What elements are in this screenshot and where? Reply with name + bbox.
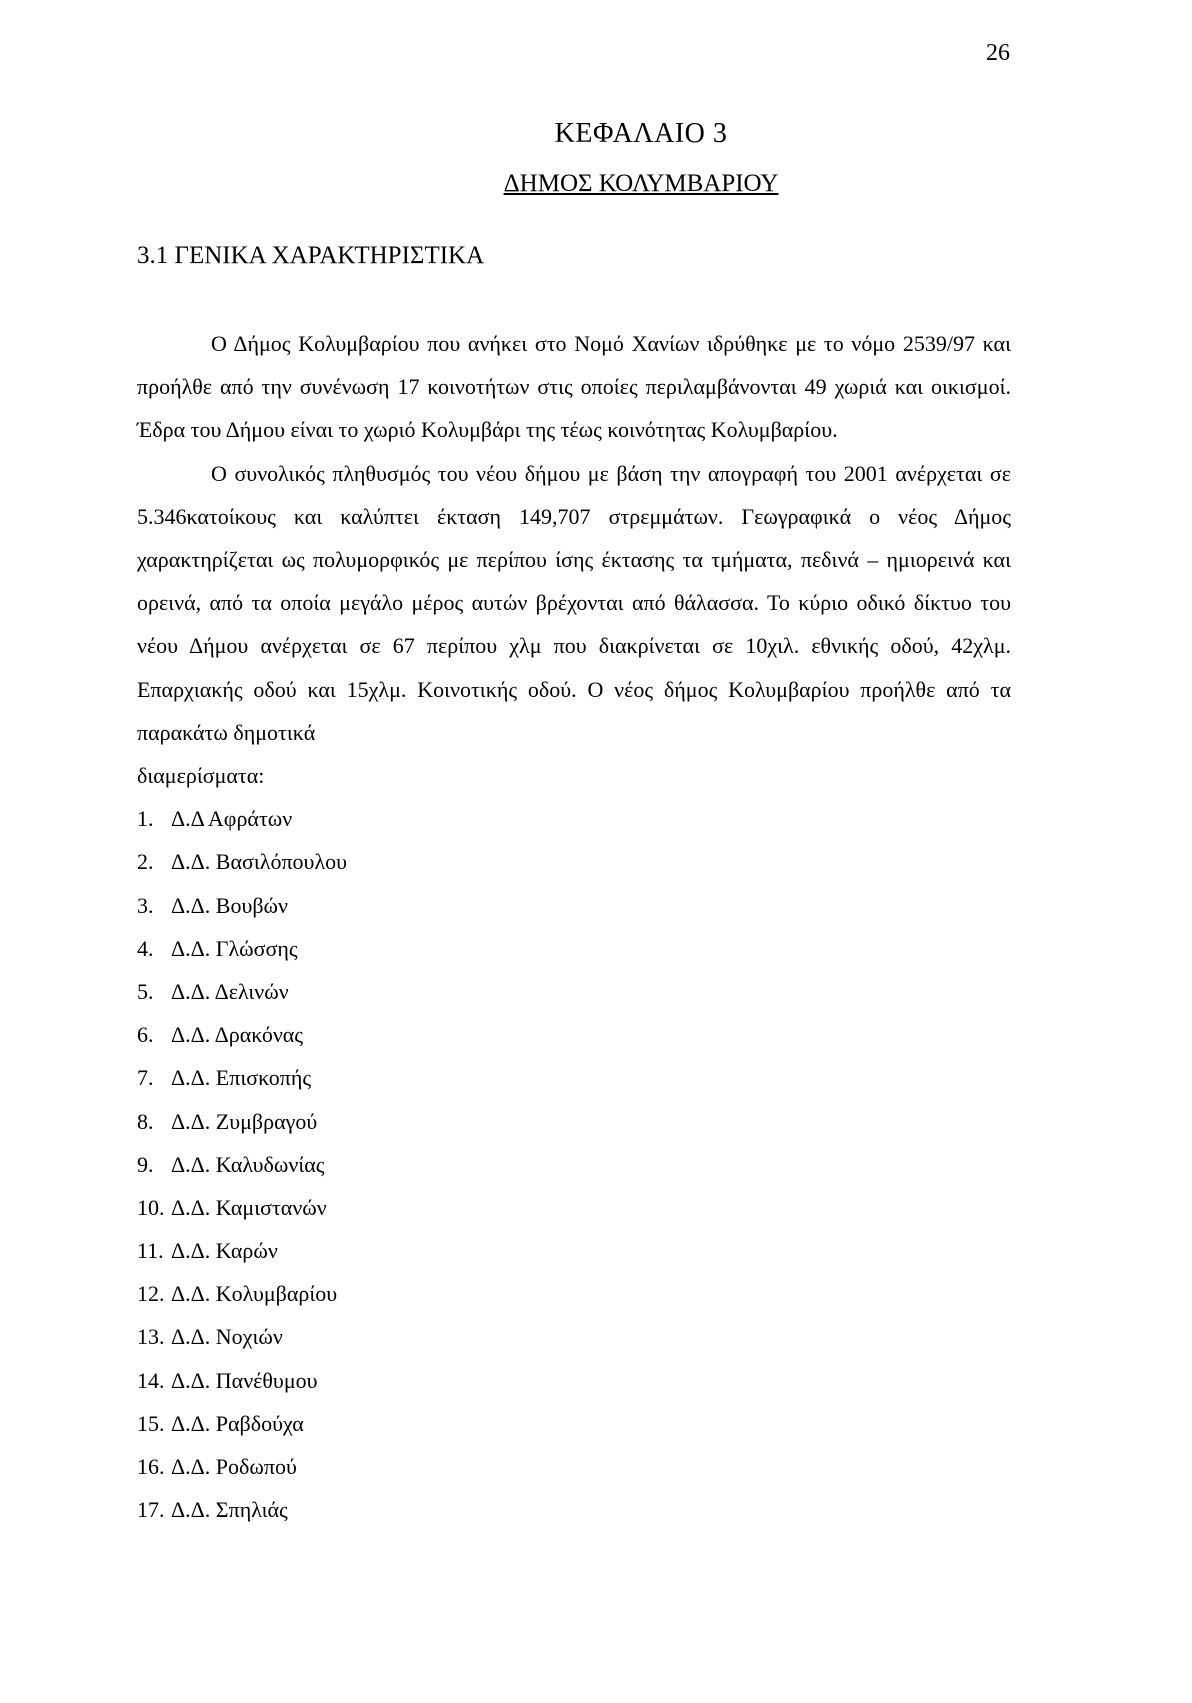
list-item: 14. Δ.Δ. Πανέθυμου	[137, 1367, 318, 1393]
list-item: 6. Δ.Δ. Δρακόνας	[137, 1022, 304, 1048]
subdivisions-intro: διαμερίσματα:	[137, 763, 265, 789]
list-item: 7. Δ.Δ. Επισκοπής	[137, 1065, 312, 1091]
list-item: 12. Δ.Δ. Κολυμβαρίου	[137, 1281, 338, 1307]
body-text	[137, 322, 1011, 1531]
paragraph-1: Ο Δήμος Κολυμβαρίου που ανήκει στο Νομό Χανίων ιδρύθηκε με το νόμο 2539/97 και προήλθε από την συνένωση 17 κοινοτήτων στις οποίες περιλαμβάνονται 49 χωριά και οικισμοί. Έδρα του Δήμου είναι το χωριό Κολυμβάρι της τέως κοινότητας Κολυμβαρίου.	[137, 331, 1011, 443]
list-item: 11. Δ.Δ. Καρών	[137, 1238, 278, 1264]
list-item: 8. Δ.Δ. Ζυμβραγού	[137, 1108, 318, 1134]
list-item: 15. Δ.Δ. Ραβδούχα	[137, 1410, 304, 1436]
list-item: 1. Δ.Δ Αφράτων	[137, 806, 293, 832]
paragraph-2: Ο συνολικός πληθυσμός του νέου δήμου με βάση την απογραφή του 2001 ανέρχεται σε 5.346κατοίκους και καλύπτει έκταση 149,707 στρεμμάτων. Γεωγραφικά ο νέος Δήμος χαρακτηρίζεται ως πολυμορφικός με περίπου ίσης έκτασης τα τμήματα, πεδινά – ημιορεινά και ορεινά, από τα οποία μεγάλο μέρος αυτών βρέχονται από θάλασσα. Το κύριο οδικό δίκτυο του νέου Δήμου ανέρχεται σε 67 περίπου χλμ που διακρίνεται σε 10χιλ. εθνικής οδού, 42χλμ. Επαρχιακής οδού και 15χλμ. Κοινοτικής οδού. Ο νέος δήμος Κολυμβαρίου προήλθε από τα παρακάτω δημοτικά	[137, 460, 1011, 745]
list-item: 16. Δ.Δ. Ροδωπού	[137, 1454, 297, 1480]
section-heading: 3.1 ΓΕΝΙΚΑ ΧΑΡΑΚΤΗΡΙΣΤΙΚΑ	[137, 242, 485, 269]
list-item: 4. Δ.Δ. Γλώσσης	[137, 935, 298, 961]
page-number: 26	[986, 40, 1010, 66]
list-item: 3. Δ.Δ. Βουβών	[137, 892, 288, 918]
list-item: 5. Δ.Δ. Δελινών	[137, 978, 289, 1004]
chapter-title: ΚΕΦΑΛΑΙΟ 3	[554, 118, 728, 149]
list-item: 10. Δ.Δ. Καμιστανών	[137, 1194, 327, 1220]
list-item: 9. Δ.Δ. Καλυδωνίας	[137, 1151, 325, 1177]
list-item: 17. Δ.Δ. Σπηλιάς	[137, 1497, 288, 1523]
district-list	[137, 797, 1011, 1531]
chapter-subtitle: ΔΗΜΟΣ ΚΟΛΥΜΒΑΡΙΟΥ	[503, 170, 779, 197]
list-item: 13. Δ.Δ. Νοχιών	[137, 1324, 283, 1350]
list-item: 2. Δ.Δ. Βασιλόπουλου	[137, 849, 347, 875]
